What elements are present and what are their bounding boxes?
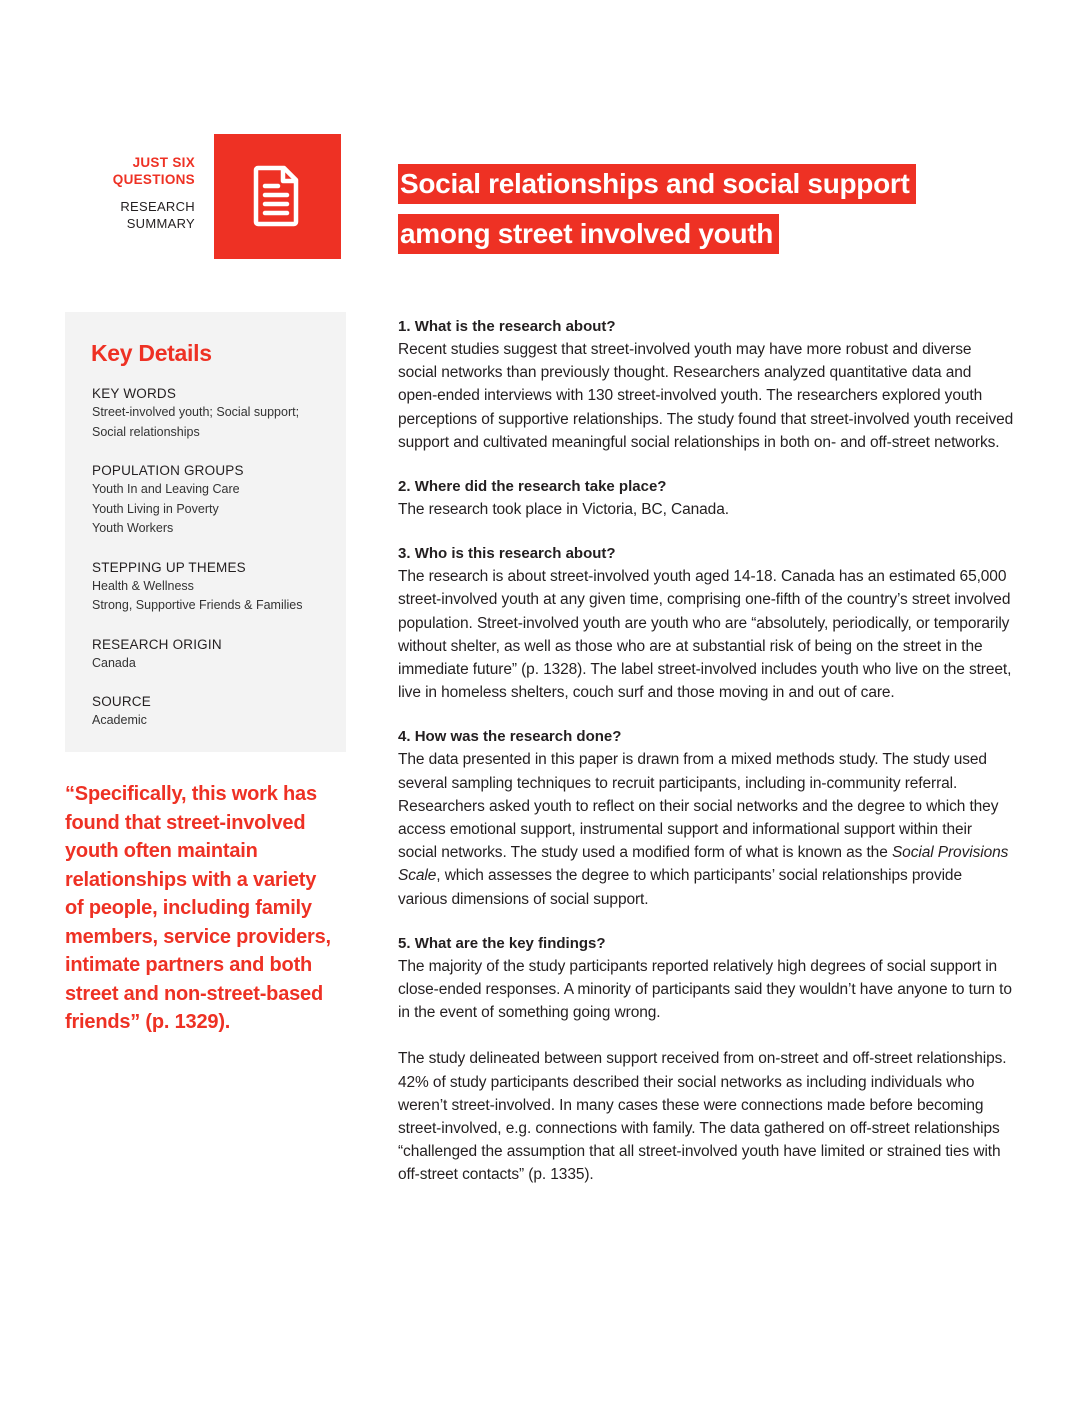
- question-text: What are the key findings?: [414, 934, 606, 952]
- key-details-heading: Key Details: [91, 340, 212, 366]
- research-origin-section: [92, 635, 337, 674]
- question-number: 1.: [398, 318, 411, 335]
- section-heading: RESEARCH ORIGIN: [92, 636, 222, 652]
- question-text: What is the research about?: [414, 318, 616, 335]
- question-heading: [398, 316, 1014, 338]
- key-words-section: [92, 384, 337, 442]
- question-number: 3.: [398, 545, 411, 563]
- answer-paragraph: The research took place in Victoria, BC, Canada.: [398, 501, 729, 519]
- page-title: [398, 164, 1018, 264]
- key-details-sections: [92, 384, 337, 750]
- question-5: [398, 933, 1014, 1187]
- answer-paragraph: The research is about street-involved youth aged 14-18. Canada has an estimated 65,000 street-involved youth at any given time, comprising one-fifth of the country’s street involved population. Street-involved youth are youth who are “absolutely, periodically, or temporarily without shelter, as well as those who are at substantial risk of being on the street in the immediate future” (p. 1328). The label street-involved includes youth who live on the street, live in homeless shelters, couch surf and those moving in and out of care.: [398, 568, 1012, 702]
- section-heading: SOURCE: [92, 694, 151, 709]
- doc-type-line-2: SUMMARY: [126, 216, 195, 231]
- doc-type: [113, 198, 195, 232]
- section-heading: KEY WORDS: [92, 386, 177, 401]
- answer-text: The data presented in this paper is drawn from a mixed methods study. The study used several sampling techniques to recruit participants, including in-community referral. Researchers asked youth to reflect on their social networks and the degree to which they access emotional support, instrumental support and informational support within their social networks. The study used a modified form of what is known as the: [398, 751, 999, 862]
- title-line-2: among street involved youth: [398, 214, 779, 254]
- brand-name: [113, 154, 195, 188]
- answer-paragraph: The majority of the study participants reported relatively high degrees of social support in close-ended responses. A minority of participants said they wouldn’t have anyone to turn to in the event of something going wrong.: [398, 957, 1012, 1022]
- source-section: [92, 692, 337, 731]
- questions-column: [398, 316, 1014, 1209]
- section-value: Strong, Supportive Friends & Families: [92, 598, 303, 612]
- question-4: [398, 726, 1014, 910]
- question-1: [398, 316, 1014, 454]
- section-value: Health & Wellness: [92, 578, 194, 593]
- doc-type-line-1: RESEARCH: [120, 199, 195, 214]
- question-heading: [398, 476, 1014, 498]
- pull-quote: “Specifically, this work has found that street-involved youth often maintain relationships with a variety of people, including family members, service providers, intimate partners and both street and non-street-based friends” (p. 1329).: [65, 783, 331, 1033]
- question-heading: [398, 933, 1014, 955]
- scale-name: Social Provisions Scale: [398, 844, 1009, 885]
- answer-text: , which assesses the degree to which participants’ social relationships provide various dimensions of social support.: [398, 867, 962, 908]
- population-groups-section: [92, 461, 337, 539]
- answer-paragraph: [398, 748, 1014, 910]
- question-number: 4.: [398, 728, 411, 746]
- answer-paragraph: Recent studies suggest that street-involved youth may have more robust and diverse social networks than previously thought. Researchers analyzed quantitative data and open-ended interviews with 130 street-involved youth. The researchers explored youth perceptions of supportive relationships. The study found that street-involved youth received support and cultivated meaningful social relationships in both on- and off-street networks.: [398, 341, 1014, 451]
- question-2: [398, 476, 1014, 521]
- section-value: Youth Living in Poverty: [92, 501, 219, 516]
- brand-line-2: QUESTIONS: [112, 172, 195, 187]
- key-details-panel: [65, 312, 346, 752]
- brand-label: [113, 154, 195, 232]
- title-line-1: Social relationships and social support: [398, 164, 916, 204]
- logo-box: [214, 134, 341, 259]
- question-heading: [398, 543, 1014, 565]
- stepping-up-themes-section: [92, 558, 337, 616]
- answer-paragraph: The study delineated between support received from on-street and off-street relationships. 42% of study participants described their social networks as including individuals who weren’t street-involved. In many cases these were connections made before becoming street-involved, e.g. connections with family. The data gathered on off-street relationships “challenged the assumption that all street-involved youth have limited or strained ties with off-street contacts” (p. 1335).: [398, 1050, 1007, 1184]
- section-value: Academic: [92, 713, 147, 727]
- section-value: Youth Workers: [92, 521, 174, 535]
- brand-line-1: JUST SIX: [132, 155, 195, 170]
- section-value: Canada: [92, 655, 136, 670]
- section-heading: POPULATION GROUPS: [92, 463, 244, 478]
- document-icon: [252, 164, 302, 228]
- section-value: Social relationships: [92, 424, 200, 439]
- section-heading: STEPPING UP THEMES: [92, 559, 246, 575]
- section-value: Street-involved youth; Social support;: [92, 405, 300, 419]
- question-text: How was the research done?: [414, 728, 622, 746]
- question-number: 2.: [398, 478, 411, 496]
- section-value: Youth In and Leaving Care: [92, 482, 240, 496]
- question-text: Where did the research take place?: [414, 478, 667, 496]
- question-3: [398, 543, 1014, 704]
- question-text: Who is this research about?: [414, 545, 616, 563]
- question-number: 5.: [398, 934, 411, 952]
- question-heading: [398, 726, 1014, 748]
